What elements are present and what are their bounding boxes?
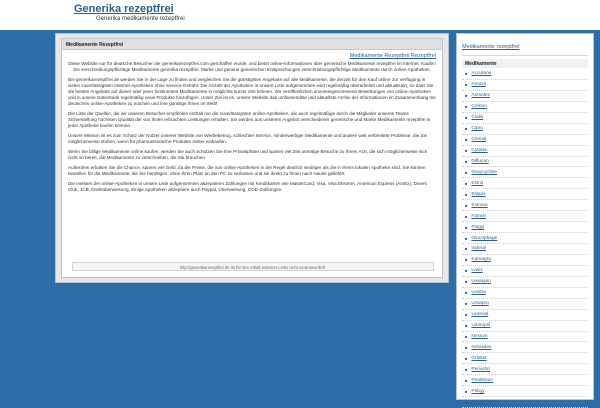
bullet-icon: ■ (465, 126, 468, 132)
sidebar-item[interactable] (462, 135, 588, 146)
sidebar-item-link[interactable]: Doxycycline (471, 169, 498, 175)
paragraph: Wenn Sie billige Medikamente online kaufen, werden Sie auch schützen Sie Ihre Privatsphäre und sparen viel Zeit unnötige Besuche zu Ihrem Arzt, die sich möglicherweise sich nicht so bereit, die Medikamente zu verschreiben, die Sie brauchen. (68, 149, 428, 160)
sidebar-item[interactable] (462, 69, 588, 80)
sidebar-item-link[interactable]: Nexium (471, 333, 488, 339)
bullet-icon: ■ (465, 268, 468, 274)
sidebar-item-link[interactable]: Propecia (471, 399, 491, 405)
sidebar-item[interactable] (462, 233, 588, 244)
sidebar-item-link[interactable]: Nolvadex (471, 344, 492, 350)
bullet-icon: ■ (465, 344, 468, 350)
sidebar-heading: Medikamente (462, 59, 588, 68)
bullet-icon: ■ (465, 235, 468, 241)
paragraph: Bei generikarezeptfrei.de werden Sie in der Lage zu finden und vergleichen Sie die günstigsten Angebote auf alle Medikamente, die derzeit für den Kauf online zur Verfügung in vielen zuverlässigsten Internet-Apotheken ohne Service-Gebühr. Die Anzahl der Apotheken in unsere Liste aufgenommen wird regelmäßig überarbeitet und aktualisiert, so dass Sie die besten Angebote auf dieser oder jener bestimmten Medikamente in möglichst kurzer Zeit können. Wir veröffentlichen unvoreingenommene Bewertungen von online-Apotheken und in unsere Datenbank regelmäßig neue Produkte hinzufügen. Unser Ziel ist es, unsere Website das umfassendste und aktuellste Archiv der Informationen im Zusammenhang mit deutschen online-Apotheken zu machen und ihre günstige Ihnen im Web! (68, 77, 436, 106)
bullet-icon: ■ (465, 246, 468, 252)
bullet-icon: ■ (465, 115, 468, 121)
sidebar-item-link[interactable]: Lioresal (471, 312, 489, 318)
sidebar-item[interactable] (462, 178, 588, 189)
bullet-icon: ■ (465, 366, 468, 372)
bullet-icon: ■ (465, 202, 468, 208)
sidebar-item-link[interactable]: Priligy (471, 388, 485, 394)
sidebar-item[interactable] (462, 91, 588, 102)
sidebar-item[interactable] (462, 342, 588, 353)
sidebar-item[interactable] (462, 288, 588, 299)
sidebar-item[interactable] (462, 124, 588, 135)
paragraph: Die meisten der online-Apotheken in unsere Liste aufgenommen akzeptieren Zahlungen mit Kreditkarten wie MasterCard, Visa, Visa Electron, American Express (AmEx), Diners Club, JCB, Drahtüberweisung, Einige Apotheken akzeptiere auch Paypal, Überweisung, COD-Zahlungen. (68, 181, 427, 192)
bullet-icon: ■ (465, 158, 468, 164)
sidebar-item-link[interactable]: Glucophage (471, 235, 498, 241)
sidebar-item-link[interactable]: Lisinopril (471, 323, 491, 329)
bullet-icon: ■ (465, 191, 468, 197)
site-tagline: Generika medikamente rezeptfrei (96, 16, 185, 22)
medication-list (462, 69, 588, 408)
bullet-icon: ■ (465, 388, 468, 394)
bullet-icon: ■ (465, 301, 468, 307)
sidebar-item-link[interactable]: Cialis (471, 115, 484, 121)
paragraph: Außerdem erhalten Sie die Chance, sparen viel Geld, da die Preise, die von online-Apotheken in der Regel deutlich niedriger als die in Ihrem lokalen Apotheke sind. Sie können bestellen für die Medikamente, die Sie benötigen, ohne Ihren Platz an den PC zu verlassen und sie direkt zu Ihnen nach Hause geliefert. (68, 165, 426, 176)
breadcrumb-link[interactable]: Medikamente Rezeptfrei Rezeptfrei (349, 53, 436, 59)
bullet-icon: ■ (465, 333, 468, 339)
sidebar-item[interactable] (462, 157, 588, 168)
intro-text: Diese Website nur für deutsche Besucher der generikarezeptfrei.com geschaffen wurde, und bietet online-Informationen über generische Medikamente rezeptfrei im Internet. Kaufen Sie verschreibungspflichtige Medikamente generika rezeptfrei. Marke und genaue generischen Entsprechungen verschreibungspflichtige Medikamente durch online-Apotheken. (68, 61, 436, 72)
sidebar-item[interactable] (462, 244, 588, 255)
sidebar-item-link[interactable]: Levaquin (471, 279, 491, 285)
section-title: Medikamente Rezeptfrei (62, 39, 442, 50)
sidebar-item[interactable] (462, 397, 588, 408)
sidebar-item[interactable] (462, 332, 588, 343)
sidebar-item[interactable] (462, 353, 588, 364)
main-wrapper (55, 33, 449, 283)
sidebar-item-link[interactable]: Elimit (471, 180, 484, 186)
sidebar-item[interactable] (462, 200, 588, 211)
sidebar-item[interactable] (462, 299, 588, 310)
sidebar-top-link[interactable]: Medikamente rezeptfrei (462, 44, 520, 50)
bullet-icon: ■ (465, 213, 468, 219)
bullet-icon: ■ (465, 169, 468, 175)
sidebar-item[interactable] (462, 146, 588, 157)
sidebar-item-link[interactable]: Arimidex (471, 93, 491, 99)
bullet-icon: ■ (465, 82, 468, 88)
bullet-icon: ■ (465, 312, 468, 318)
sidebar-item-link[interactable]: Diflucan (471, 158, 489, 164)
sidebar-item-link[interactable]: Orlistat (471, 355, 487, 361)
site-title-link[interactable]: Generika rezeptfrei (74, 3, 174, 15)
bullet-icon: ■ (465, 148, 468, 154)
bullet-icon: ■ (465, 279, 468, 285)
sidebar-item[interactable] (462, 222, 588, 233)
sidebar-item-link[interactable]: Cipro (471, 126, 483, 132)
sidebar-item[interactable] (462, 189, 588, 200)
sidebar-item-link[interactable]: Flagyl (471, 224, 485, 230)
sidebar-item[interactable] (462, 310, 588, 321)
bullet-icon: ■ (465, 257, 468, 263)
sidebar-item-link[interactable]: Prednison (471, 377, 494, 383)
sidebar-divider (462, 55, 588, 56)
sidebar-item[interactable] (462, 211, 588, 222)
main-content-panel (61, 38, 443, 278)
sidebar-item-link[interactable]: Periactin (471, 366, 491, 372)
bullet-icon: ■ (465, 180, 468, 186)
bullet-icon: ■ (465, 137, 468, 143)
bullet-icon: ■ (465, 290, 468, 296)
sidebar-item-link[interactable]: Kamagra (471, 257, 491, 263)
sidebar-item-link[interactable]: Famvir (471, 213, 487, 219)
top-header-bar (0, 0, 600, 30)
sidebar-item-link[interactable]: Amoxil (471, 82, 486, 88)
bullet-icon: ■ (465, 104, 468, 110)
sidebar-item[interactable] (462, 167, 588, 178)
sidebar-item[interactable] (462, 255, 588, 266)
content-body (62, 50, 442, 193)
sidebar-item[interactable] (462, 375, 588, 386)
sidebar-item-link[interactable]: Cytotec (471, 148, 488, 154)
sidebar-item-link[interactable]: Estrace (471, 202, 488, 208)
sidebar-item-link[interactable]: Inderal (471, 246, 487, 252)
bullet-icon: ■ (465, 323, 468, 329)
sidebar-item-link[interactable]: Ceferin (471, 104, 487, 110)
bullet-icon: ■ (465, 224, 468, 230)
disclaimer-note: http://generikarezeptfrei.de ist für den Inhalt externer Links nicht verantwortlich. (72, 262, 434, 271)
sidebar-item-link[interactable]: Eliquis (471, 191, 486, 197)
sidebar-item-link[interactable]: Clomid (471, 137, 487, 143)
sidebar (456, 33, 594, 405)
paragraph: Die Liste der Quellen, die wir unseren Besucher empfehlen enthält nur die zuverlässigsten online-Apotheken, die auch regelmäßige durch die Mitglieder unseres Teams Sicherstellung höchsten Qualität der von ihnen erbrachten Leistungen erhalten. Sie werden aus unserem Angebot verschiedener generische und Marke Medikamente rezeptfrei in jeder Apotheke kaufen können. (68, 111, 431, 128)
sidebar-item[interactable] (462, 113, 588, 124)
bullet-icon: ■ (465, 377, 468, 383)
bullet-icon: ■ (465, 399, 468, 405)
sidebar-item[interactable] (462, 102, 588, 113)
bullet-icon: ■ (465, 71, 468, 77)
bullet-icon: ■ (465, 355, 468, 361)
sidebar-item[interactable] (462, 277, 588, 288)
sidebar-item-link[interactable]: Lasix (471, 268, 483, 274)
sidebar-item-link[interactable]: Lexapro (471, 301, 489, 307)
paragraph: Unsere Mission ist es zum Schutz der Nutzer unserer Website von Werbebetrug, schlechter Service, minderwertiger Medikamente und andere weit verbreitete Probleme, die Sie möglicherweise stoßen, wenn für pharmazeutische Produkte online einkaufen. (68, 133, 428, 144)
sidebar-item-link[interactable]: Accutane (471, 71, 492, 77)
sidebar-item[interactable] (462, 266, 588, 277)
sidebar-item[interactable] (462, 80, 588, 91)
bullet-icon: ■ (465, 93, 468, 99)
sidebar-item[interactable] (462, 364, 588, 375)
sidebar-item[interactable] (462, 386, 588, 397)
sidebar-item[interactable] (462, 321, 588, 332)
sidebar-item-link[interactable]: Levitra (471, 290, 486, 296)
